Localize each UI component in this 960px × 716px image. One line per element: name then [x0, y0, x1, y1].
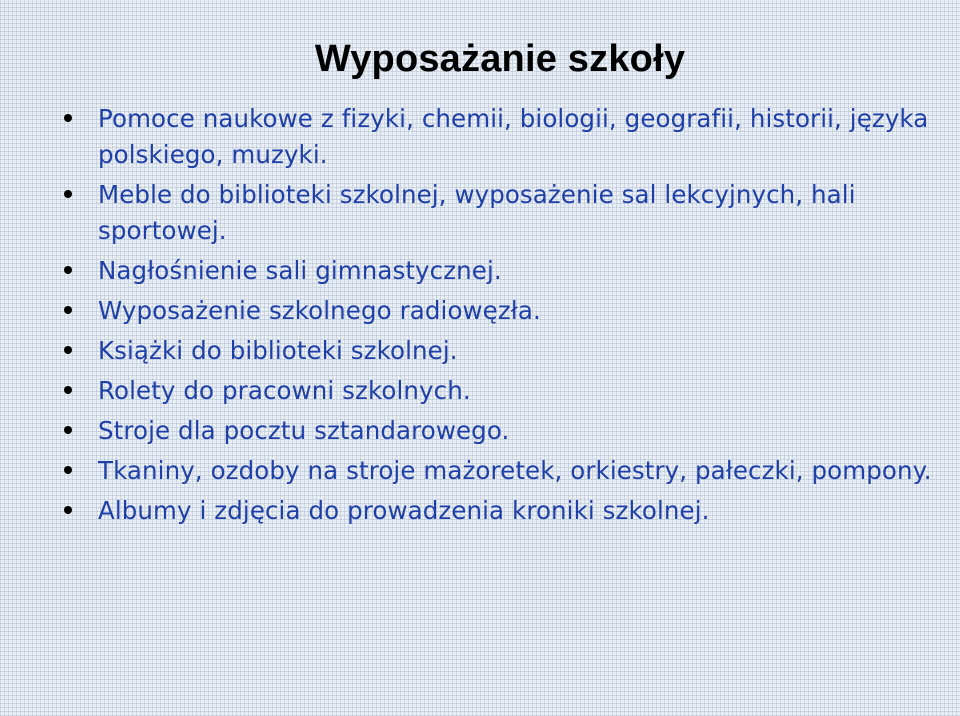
slide-title: Wyposażanie szkoły [314, 38, 686, 80]
bullet-item [98, 253, 938, 289]
bullet-dot-icon [64, 426, 72, 434]
bullet-text: Rolety do pracowni szkolnych. [98, 376, 471, 405]
bullet-text: Tkaniny, ozdoby na stroje mażoretek, orkiestry, pałeczki, pompony. [98, 456, 932, 485]
bullet-text: Stroje dla pocztu sztandarowego. [98, 416, 510, 445]
bullet-item [98, 293, 938, 329]
bullet-text: Książki do biblioteki szkolnej. [98, 336, 458, 365]
bullet-text: Meble do biblioteki szkolnej, wyposażenie sal lekcyjnych, hali sportowej. [98, 180, 856, 245]
bullet-item [98, 333, 938, 369]
bullet-item [98, 177, 938, 249]
bullet-dot-icon [64, 506, 72, 514]
bullet-item [98, 453, 938, 489]
bullet-dot-icon [64, 306, 72, 314]
bullet-dot-icon [64, 114, 72, 122]
bullet-text: Albumy i zdjęcia do prowadzenia kroniki szkolnej. [98, 496, 710, 525]
bullet-list [98, 101, 938, 533]
bullet-item [98, 493, 938, 529]
bullet-dot-icon [64, 346, 72, 354]
bullet-dot-icon [64, 266, 72, 274]
bullet-text: Pomoce naukowe z fizyki, chemii, biologii, geografii, historii, języka polskiego, muzyki. [98, 104, 929, 169]
bullet-dot-icon [64, 386, 72, 394]
bullet-item [98, 101, 938, 173]
bullet-item [98, 373, 938, 409]
bullet-item [98, 413, 938, 449]
bullet-dot-icon [64, 466, 72, 474]
bullet-text: Wyposażenie szkolnego radiowęzła. [98, 296, 541, 325]
bullet-text: Nagłośnienie sali gimnastycznej. [98, 256, 502, 285]
bullet-dot-icon [64, 190, 72, 198]
